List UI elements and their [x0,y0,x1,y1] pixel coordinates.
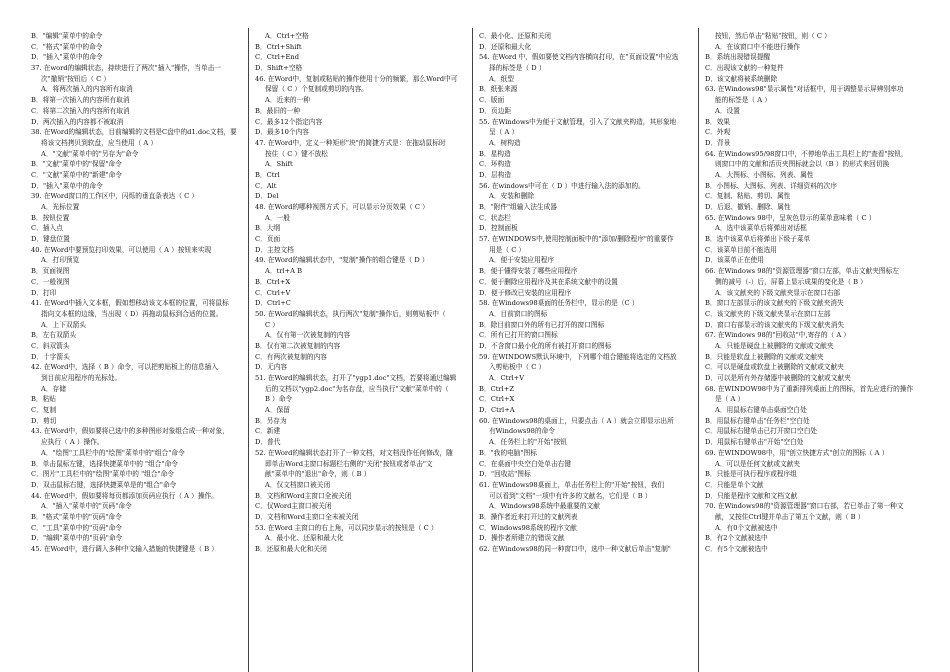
text-line: 68. 在WINDOW98中为了重新排列桌面上的图标，首先应进行的操作 [705,384,914,393]
text-line: 46. 在Word中，复制或粘贴的操作使用十分的频繁，那么Word中可 [255,74,458,83]
text-line: C．可以是硬盘或软盘上被删除的文献或文献夹 [705,363,844,372]
text-line: B．粘贴 [31,395,56,404]
text-line: 后的文档以"ygp2.doc"为名存盘，应当执行"文献"菜单中的（ [265,384,449,393]
text-line: 47. 在Word中，定义一种矩形"块"的简捷方式是：在拖动鼠标时 [255,138,446,147]
text-line: C．只能是单个文献 [705,480,764,489]
text-line: 48. 在Word的哪种视图方式下，可以显示分页效果（ C ） [255,203,429,211]
text-line: 50. 在Word的编辑状态，执行两次"复制"操作后，则剪贴板中（ [255,309,446,318]
text-line: D．无内容 [255,363,288,372]
text-line: B．Ctrl [255,170,280,179]
text-line: 62. 在Windows98的同一种窗口中，选中一种文献后单击"复制" [479,545,671,553]
text-line: D．Shift+空格 [255,64,303,73]
text-line: 61. 在Windows98桌面上，单击任务栏上的"开始"按钮，我们 [479,480,665,489]
text-line: 39. 在Word窗口的工作区中，闪烁的垂直条表达（ C ） [31,192,199,201]
text-line: C．环构造 [479,160,511,169]
text-line: A．该文献夹的下级文献夹显示在窗口右部 [715,288,841,297]
text-line: 保留（ C ）个复制或剪切的内容。 [265,85,368,94]
text-line: D．操作者所建立的错误文献 [479,534,565,543]
text-line: 70. 在Windows98的"资源管理器"窗口右部，若已单击了第一种文 [705,502,904,511]
text-line: C．仅Word主窗口被关闭 [255,502,332,511]
text-line: D．"编辑"菜单中的"页码"命令 [31,534,123,543]
text-line: B．"附件"组输入法生成器 [479,203,557,211]
text-line: B．有2个文献被选中 [705,534,768,543]
text-line: 55. 在Windows中为便于文献管理，引入了文献夹构造，其形象地 [479,117,677,126]
text-line: C．Windows98系统的程序文献 [479,523,577,532]
text-line: D．普代 [255,438,281,447]
text-line: D．用鼠标右键单击"开始"空白处 [705,438,804,447]
text-line: A．安装和删除 [489,192,534,201]
text-line: C．Ctrl+X [479,395,515,404]
text-line: 40. 在Word中要预览打印效果，可以使用（ A ）按钮来实现 [31,245,212,254]
text-line: 用是（ C ） [489,245,526,254]
text-line: 入剪贴板中（ C ） [489,363,546,372]
text-line: C．该文献夹的下级文献夹显示在窗口左部 [705,309,831,318]
text-line: B ）命令 [265,395,293,404]
text-line: D．"回收站"图标 [479,470,531,479]
text-line: C．所有已打开的窗口图标 [479,331,558,340]
text-line: A．便于安装应用程序 [489,256,555,265]
text-line: 57. 在WINDOWS中,使用控制面板中的"添加/删除程序"的重要作 [479,235,674,244]
text-line: B．将第一次插入的内容所有取消 [31,96,130,105]
text-line: B．只能是可执行程序或程序组 [705,470,797,479]
text-line: B．仅有第二次被复制的内容 [255,341,341,350]
text-line: A．保留 [265,406,290,415]
text-line: B．只能是软盘上被删除的文献或文献夹 [705,352,824,361]
text-line: C．一般视图 [31,277,70,286]
text-line: C．Ctrl+End [255,53,300,62]
text-line: 58. 在Windows98桌面的任务栏中，显示的是（C ） [479,299,639,308]
text-line: B．大纲 [255,224,280,233]
text-line: 65. 在Windows 98中，呈灰色显示的菜单意味着（ C ） [705,213,876,222]
text-line: 54. 在Word 中，假如要使文档内容横向打印，在"页面设置"中应选 [479,53,679,62]
text-line: D．键盘位置 [31,235,70,244]
text-line: 51. 在Word的编辑状态，打开了"ygp1.doc"文档，若要将通过编辑 [255,374,457,382]
text-line: A．有0个文献被选中 [715,523,778,532]
text-line: B．除目前窗口外的所有已打开的窗口图标 [479,320,605,329]
text-line: D．控制面板 [479,224,518,233]
text-line: A．只能是硬盘上被删除的文献或文献夹 [715,341,834,350]
text-line: C．页面 [255,235,281,244]
text-line: D．后退、撤销、删除、属性 [705,203,791,211]
text-line: 将该文档拷贝到软盘，应当使用（ A ） [41,138,158,147]
text-line: A．树构造 [489,138,521,147]
text-line: B．"格式"菜单中的"页码"命令 [31,512,122,521]
text-line: D．该菜单正在使用 [705,256,764,265]
text-line: C．便于删除应用程序及其在系统文献中的设置 [479,277,618,286]
text-line: A．"插入"菜单中的"页码"命令 [41,502,132,511]
text-line: A．用鼠标右键单击桌面空白处 [715,406,807,415]
text-line: D．剪切 [31,416,57,425]
text-line: A．纸型 [489,74,514,83]
text-line: B．最旧的一种 [255,106,301,115]
text-line: 38. 在Word的编辑状态，目前编辑的文档是C盘中的d1.doc文档，要 [31,128,237,137]
text-line: C．最多12个指定内容 [255,117,323,126]
text-line: C．最小化、还原和关闭 [479,32,551,40]
text-line: A．光标位置 [41,203,80,211]
text-line: 献，又按住Ctrl键并单击了第五个文献，则（ B ） [715,512,865,521]
text-line: D．Del [255,192,279,201]
text-line: A．可以是任何文献或文献夹 [715,459,801,468]
text-line: 60. 在Windows98的桌面上，只要点击（ A ）就会立即显示出所 [479,416,674,425]
text-line: B．小图标、大图标、列表、详细资料的次序 [705,181,837,190]
text-line: 择的标签是（ D ） [489,64,546,73]
text-line: 按钮，然后单击"粘贴"按钮，则（ C ） [715,32,831,40]
text-column-3 [479,31,700,555]
text-line: D．Ctrl+C [255,299,291,308]
text-line: B．Ctrl+Shift [255,42,302,51]
text-line: C．斜双箭头 [31,341,70,350]
text-line: D．双击鼠标右键，选择快捷菜单是的"组合"命令 [31,480,177,489]
text-line: C．有5个文献被选中 [705,545,768,553]
text-line: B．Ctrl+Z [479,384,514,393]
text-line: 次"撤销"按钮后（ C ） [41,74,111,83]
text-line: A．Ctrl+空格 [265,32,309,40]
text-line: D．只能是程序文献和文档文献 [705,491,798,500]
text-line: A．任务栏上的"开始"按钮 [489,438,567,447]
text-line: 则窗口中的文献和活页夹图标就会以（B ）的形式来回切换 [715,160,890,169]
text-line: A．仅有第一次被复制的内容 [265,331,351,340]
text-line: C．Ctrl+V [255,288,291,297]
text-line: 67. 在Windows 98的"回收站"中,寄存的（ A ） [705,331,850,340]
text-line: C．用鼠标右键单击已打开窗口空白处 [705,427,818,436]
text-line: A．"文献"菜单中的"另存为"命令 [41,149,139,158]
text-line: 64. 在Windows95/98窗口中，不停地单击工具栏上的"查看"按钮， [705,149,908,158]
text-line: 66. 在Windows 98的"资源管理器"窗口左部，单击文献夹图标左 [705,267,899,276]
text-column-1 [31,31,252,555]
text-line: 45. 在Word中，进行调入多种中文输入措施的快捷键是（ B ） [31,545,218,553]
text-line: 可以看到"文档"一项中有许多的文献名，它们是（ B ） [489,491,652,500]
text-line: B．系统出现错误提醒 [705,53,771,62]
text-line: 是（ A ） [715,395,745,404]
text-line: A．一般 [265,213,290,222]
text-line: C．Alt [255,181,277,190]
text-line: D．主控文档 [255,245,294,254]
text-line: C．复制 [31,406,57,415]
text-line: B．"编辑"菜单中的命令 [31,32,103,40]
text-line: D．文档和Word主窗口全未被关闭 [255,512,359,521]
text-line: B．按钮位置 [31,213,70,222]
text-line: A．将两次插入的内容所有取消 [41,85,133,94]
text-line: C．图片"工具栏中的"绘图"菜单中的 "组合"命令 [31,470,174,479]
text-line: 献"菜单中的"退出"命令，则（ B ） [265,470,371,479]
text-line: D．便于修改已安装的应用程序 [479,288,572,297]
text-line: C．外观 [705,128,731,137]
text-line: 56. 在windows中可在（ D ）中进行输入法的添加的。 [479,181,645,190]
text-line: 能的标签是（ A ） [715,96,771,105]
text-line: D．层构造 [479,170,512,179]
text-line: C．"工具"菜单中的"页码"命令 [31,523,122,532]
text-line: A．在该窗口中不能进行操作 [715,42,801,51]
text-line: D．"插入"菜单中的命令 [31,53,103,62]
text-line: 69. 在WINDOW98中，用"创立快捷方式"创立的图标（ A ） [705,448,889,457]
text-line: D．不含窗口最小化的所有被打开窗口的图标 [479,341,612,350]
text-line: C．该菜单目前不能选用 [705,245,777,254]
text-line: B．单击鼠标左键，选择快捷菜单中的 "组合"命令 [31,459,178,468]
text-line: B．纸张来源 [479,85,518,94]
text-line: B．Ctrl+X [255,277,291,286]
text-line: C．"文献"菜单中的"新建"命令 [31,170,122,179]
text-line: D．两次插入的内容都不被取消 [31,117,124,126]
text-line: D．页边距 [479,106,512,115]
text-line: 52. 在Word的编辑状态打开了一种文档，对文档没作任何修改，随 [255,448,453,457]
text-line: C．复制、粘贴、剪切、属性 [705,192,791,201]
text-line: A．上下双箭头 [41,320,86,329]
text-line: B．用鼠标右键单击"任务栏"空白处 [705,416,810,425]
text-line: 59. 在WINDOWS默认环境中，下列哪个组合键能将选定的文档放 [479,352,677,361]
text-line: D．打印 [31,288,57,297]
text-line: A．存储 [41,384,66,393]
text-line: B．星构造 [479,149,511,158]
text-line: B．左右双箭头 [31,331,77,340]
text-line: 37. 在word的编辑状态，持续进行了两次"插入"操作，当单击一 [31,64,221,73]
text-column-4 [705,31,926,555]
text-line: A．Shift [265,160,293,169]
text-line: A．"绘图"工具栏中的"绘图"菜单中的"组合"命令 [41,448,185,457]
text-line: 到目前应用程序的光标处。 [41,374,122,382]
text-line: C．出现该文献的一种复件 [705,64,784,73]
text-line: A．近来的一种 [265,96,310,105]
text-line: A．最小化、还原和最大化 [265,534,344,543]
text-line: C．将第二次插入的内容所有取消 [31,106,130,115]
text-line: 44. 在Word中，假如要将每页都添加页码应执行（ A ）操作。 [31,491,218,500]
text-line: B．"文献"菜单中的"保留"命令 [31,160,122,169]
text-line: A．Ctrl+V [489,374,525,382]
text-line: C．版面 [479,96,505,105]
text-line: C．有两次被复制的内容 [255,352,327,361]
text-line: 42. 在Word中，选择（ B ）命令，可以把剪贴板上的信息插入 [31,363,218,372]
text-line: D．该文献将被系统删除 [705,74,778,83]
text-line: C．插入点 [31,224,63,233]
text-line: C．在桌面中央空白处单击右键 [479,459,572,468]
text-line: 有Windows98的命令 [489,427,555,436]
text-line: B．操作者近来打开过的文献列表 [479,512,578,521]
text-line: C．"格式"菜单中的命令 [31,42,103,51]
text-line: D．"插入"菜单中的命令 [31,181,103,190]
text-line: B．页面视图 [31,267,70,276]
text-column-2 [255,31,476,555]
text-line: A．打印预览 [41,256,80,265]
text-line: C．新建 [255,427,281,436]
text-line: 即单击Word主窗口标题栏右侧的"关闭"按钮或者单击"文 [265,459,433,468]
text-line: D．Ctrl+A [479,406,515,415]
text-line: A．仅文档窗口被关闭 [265,480,331,489]
text-line: C ） [265,320,279,329]
text-line: D．可以是所有外存储器中被删除的文献或文献夹 [705,374,851,382]
text-line: B．窗口左部显示的该文献夹的下级文献夹消失 [705,299,844,308]
text-line: B．效果 [705,117,730,126]
text-line: 指向文本框的边缘，当出现（ D）再拖动鼠标到合适的位置。 [41,309,223,318]
text-line: B．文档和Word主窗口全被关闭 [255,491,352,500]
text-line: D．最多10个内容 [255,128,309,137]
text-line: A．trl+A B [265,267,303,276]
text-line: C．状态栏 [479,213,511,222]
text-line: 43. 在Word中，假如要将已选中的多种图形对象组合成一种对象， [31,427,229,436]
text-line: B．还原和最大化和关闭 [255,545,327,553]
text-line: 按住（ C ）键不放松 [265,149,328,158]
text-line: 53. 在Word 主窗口的右上角，可以同步显示的按钮是（ C ） [255,523,438,532]
text-line: A．选中该菜单后将弹出对话框 [715,224,807,233]
text-line: B．"我的电脑"图标 [479,448,537,457]
text-line: 应执行（ A ）操作。 [41,438,104,447]
text-line: A．大图标、小图标、列表、属性 [715,170,814,179]
text-line: 63. 在Windows98"显示属性"对话框中，用于调整显示屏辨别率功 [705,85,904,94]
text-line: 49. 在Word的编辑状态中，"复制"操作的组合键是（ D ） [255,256,429,265]
text-line: 侧的减号（-）后，屏幕上显示成果的变化是（ B ） [715,277,867,286]
text-line: B．另存为 [255,416,287,425]
text-line: D．窗口右部显示的该文献夹的下级文献夹消失 [705,320,845,329]
text-line: D．还原和最大化 [479,42,532,51]
text-line: A．目前窗口的图标 [489,309,548,318]
text-line: D．十字箭头 [31,352,70,361]
text-line: A．设置 [715,106,740,115]
text-line: D．背景 [705,138,731,147]
text-line: A．Windows98系统中最重要的文献 [489,502,600,511]
text-line: B．选中该菜单后将弹出下级子菜单 [705,235,811,244]
text-line: B．便于懂得安装了哪些应用程序 [479,267,578,276]
text-line: 41. 在Word中插入文本框，假如想移动该文本框的位置，可将鼠标 [31,299,229,308]
text-line: 呈（ A ） [489,128,519,137]
